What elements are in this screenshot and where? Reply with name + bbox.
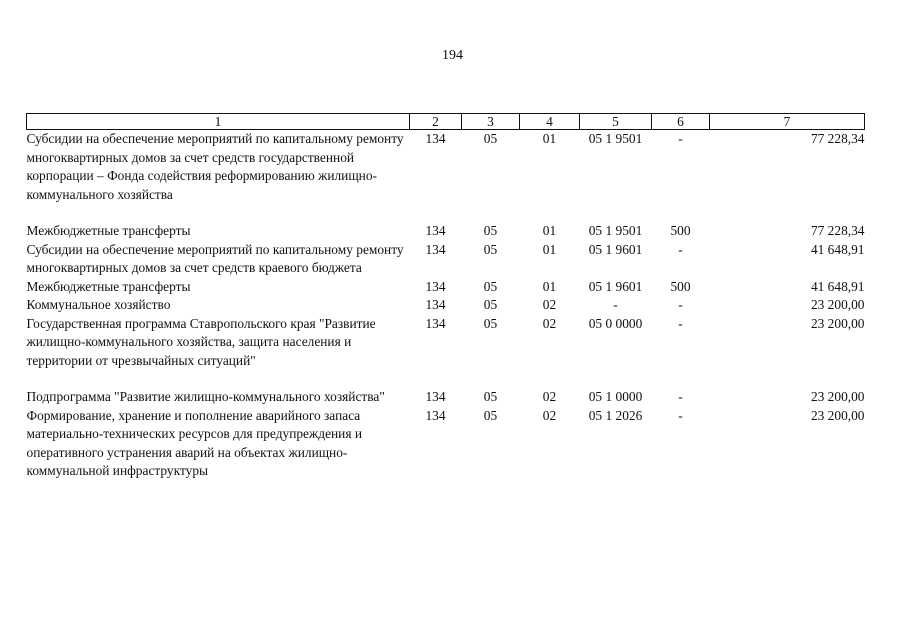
table-row — [27, 241, 865, 278]
row-vr: 500 — [670, 223, 691, 238]
row-pr: 01 — [542, 131, 557, 146]
row-name: Коммунальное хозяйство — [26, 297, 171, 312]
row-csr: - — [613, 297, 618, 312]
row-csr: 05 1 9501 — [588, 223, 643, 238]
header-col-4: 4 — [520, 114, 580, 130]
row-name: Государственная программа Ставропольского края "Развитие жилищно-коммунального хозяйства, защита населения и территории от чрезвычайных ситуаций" — [26, 315, 376, 368]
row-sum: 77 228,34 — [810, 223, 865, 238]
row-sum: 41 648,91 — [810, 278, 865, 294]
row-pr: 01 — [542, 241, 557, 257]
table-row — [27, 388, 865, 407]
budget-table — [26, 113, 865, 481]
row-rz: 05 — [483, 315, 498, 331]
row-vr: - — [678, 389, 683, 404]
table-row — [27, 222, 865, 241]
row-name: Формирование, хранение и пополнение аварийного запаса материально-технических ресурсов для предупреждения и оперативного устранения аварий на объектах жилищно-коммунальной инфраструктуры — [26, 407, 363, 478]
table-row — [27, 315, 865, 389]
header-col-2: 2 — [410, 114, 462, 130]
row-vr: - — [678, 407, 683, 423]
table-row — [27, 407, 865, 481]
row-sum: 23 200,00 — [810, 315, 865, 331]
row-name: Подпрограмма "Развитие жилищно-коммунального хозяйства" — [26, 389, 385, 404]
row-pr: 01 — [542, 278, 557, 294]
row-csr: 05 1 9501 — [588, 131, 643, 146]
row-name: Межбюджетные трансферты — [26, 223, 191, 238]
table-row — [27, 278, 865, 297]
row-rz: 05 — [483, 407, 498, 423]
row-rz: 05 — [483, 278, 498, 294]
header-row — [27, 114, 865, 130]
row-ved: 134 — [425, 407, 446, 423]
row-rz: 05 — [483, 389, 498, 404]
row-rz: 05 — [483, 241, 498, 257]
table-row — [27, 296, 865, 315]
row-vr: - — [678, 315, 683, 331]
row-ved: 134 — [425, 241, 446, 257]
row-vr: - — [678, 131, 683, 146]
header-col-5: 5 — [580, 114, 652, 130]
row-sum: 23 200,00 — [810, 407, 865, 423]
row-sum: 77 228,34 — [810, 131, 865, 146]
row-csr: 05 0 0000 — [588, 315, 643, 331]
row-pr: 02 — [542, 315, 557, 331]
row-sum: 23 200,00 — [810, 297, 865, 312]
row-ved: 134 — [425, 278, 446, 294]
header-col-1: 1 — [27, 114, 410, 130]
row-pr: 02 — [542, 297, 557, 312]
row-name: Межбюджетные трансферты — [26, 278, 191, 294]
header-col-6: 6 — [652, 114, 710, 130]
row-rz: 05 — [483, 131, 498, 146]
row-ved: 134 — [425, 315, 446, 331]
row-ved: 134 — [425, 389, 446, 404]
row-csr: 05 1 2026 — [588, 407, 643, 423]
row-rz: 05 — [483, 297, 498, 312]
header-col-7: 7 — [710, 114, 865, 130]
row-name: Субсидии на обеспечение мероприятий по капитальному ремонту многоквартирных домов за счет средств государственной корпорации – Фонда содействия реформированию жилищно-коммунального хозяйства — [26, 131, 404, 202]
row-pr: 02 — [542, 389, 557, 404]
row-sum: 41 648,91 — [810, 241, 865, 257]
row-vr: 500 — [670, 278, 691, 294]
row-ved: 134 — [425, 297, 446, 312]
row-ved: 134 — [425, 131, 446, 146]
row-pr: 02 — [542, 407, 557, 423]
row-vr: - — [678, 297, 683, 312]
row-csr: 05 1 9601 — [588, 278, 643, 294]
header-col-3: 3 — [462, 114, 520, 130]
row-pr: 01 — [542, 223, 557, 238]
row-csr: 05 1 0000 — [588, 389, 643, 404]
row-sum: 23 200,00 — [810, 389, 865, 404]
row-csr: 05 1 9601 — [588, 241, 643, 257]
row-vr: - — [678, 241, 683, 257]
page-number: 194 — [442, 48, 463, 63]
row-name: Субсидии на обеспечение мероприятий по капитальному ремонту многоквартирных домов за счет средств краевого бюджета — [26, 241, 404, 275]
row-rz: 05 — [483, 223, 498, 238]
table-row — [27, 130, 865, 223]
row-ved: 134 — [425, 223, 446, 238]
